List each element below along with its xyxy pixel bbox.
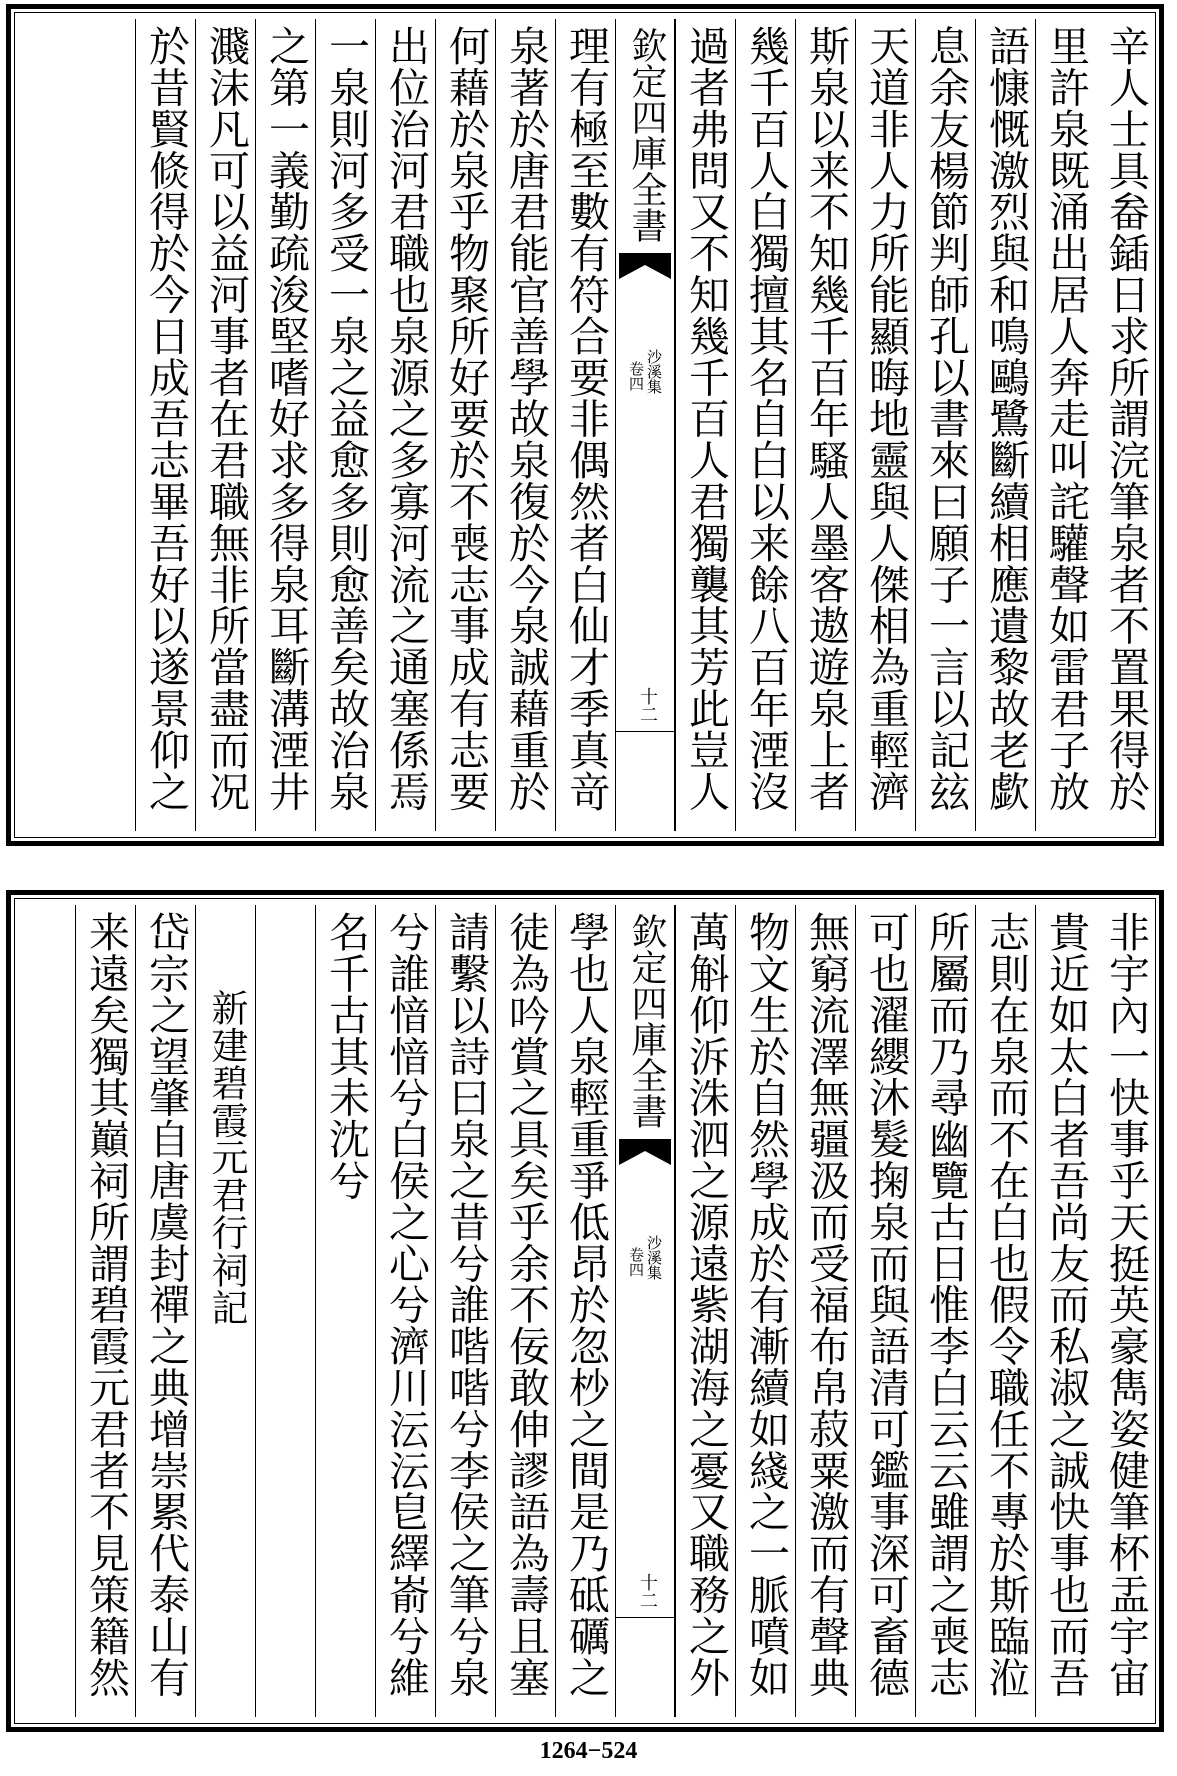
text-column: 可也濯纓沐髮掬泉而與語清可鑑事深可畜德 (855, 905, 915, 1717)
fishtail-icon (619, 251, 671, 281)
text-column: 萬斛仰泝洙泗之源遠紫湖海之憂又職務之外 (675, 905, 735, 1717)
series-title: 欽定四庫全書 (626, 913, 667, 1129)
juan-number: 卷四 (627, 1247, 645, 1277)
text-column: 幾千百人白獨擅其名自白以来餘八百年湮沒 (735, 19, 795, 831)
page-number: 十二 (637, 1573, 658, 1609)
book-title: 沙溪集 (645, 1235, 663, 1280)
text-column: 請繫以詩曰泉之昔兮誰喈喈兮李侯之筆兮泉 (435, 905, 495, 1717)
series-title: 欽定四庫全書 (626, 27, 667, 243)
text-column: 之第一義勤疏浚堅嗜好求多得泉耳斷溝湮井 (255, 19, 315, 831)
text-column: 學也人泉輕重爭低昂於忽杪之間是乃砥礪之 (555, 905, 615, 1717)
book-title: 沙溪集 (645, 349, 663, 394)
text-column: 物文生於自然學成於有漸續如綫之一脈噴如 (735, 905, 795, 1717)
text-column: 語慷慨激烈與和鳴鷗鷺斷續相應遺黎故老歔 (975, 19, 1035, 831)
juan-number: 卷四 (627, 361, 645, 391)
text-column: 理有極至數有符合要非偶然者白仙才季真竒 (555, 19, 615, 831)
text-column (255, 905, 315, 1717)
text-column: 来遠矣獨其巔祠所謂碧霞元君者不見策籍然 (75, 905, 135, 1717)
essay-title: 新建碧霞元君行祠記 (195, 905, 255, 1717)
text-column: 岱宗之望肇自唐虞封禪之典增崇累代泰山有 (135, 905, 195, 1717)
footer-page-code: 1264−524 (539, 1738, 638, 1764)
margin-column (615, 19, 675, 831)
text-column: 徒為吟賞之具矣乎余不佞敢伸謬語為壽且塞 (495, 905, 555, 1717)
text-column: 天道非人力所能顯晦地靈與人傑相為重輕濟 (855, 19, 915, 831)
text-column: 非宇內一快事乎天挺英豪雋姿健筆杯盂宇宙 (1102, 911, 1150, 1698)
text-column: 息余友楊節判師孔以書來曰願子一言以記玆 (915, 19, 975, 831)
top-page-frame (6, 4, 1164, 846)
text-column: 於昔賢倐得於今日成吾志畢吾好以遂景仰之 (135, 19, 195, 831)
text-column: 兮誰愔愔兮白侯之心兮濟川沄沄皀繹嵛兮維 (375, 905, 435, 1717)
text-column: 辛人士具畚鍤日求所謂浣筆泉者不置果得於 (1102, 25, 1150, 812)
text-column: 出位治河君職也泉源之多寡河流之通塞係焉 (375, 19, 435, 831)
text-column: 何藉於泉乎物聚所好要於不喪志事成有志要 (435, 19, 495, 831)
text-column: 無窮流澤無疆汲而受福布帛菽粟激而有聲典 (795, 905, 855, 1717)
text-column: 名千古其未沈兮 (315, 905, 375, 1717)
text-column: 貴近如太白者吾尚友而私淑之誠快事也而吾 (1035, 905, 1095, 1717)
page-number: 十二 (637, 687, 658, 723)
margin-rule (616, 731, 674, 732)
fishtail-icon (619, 1137, 671, 1167)
text-column: 一泉則河多受一泉之益愈多則愈善矣故治泉 (315, 19, 375, 831)
margin-rule (616, 1617, 674, 1618)
text-column: 過者弗問又不知幾千百人君獨襲其芳此豈人 (675, 19, 735, 831)
text-column: 所屬而乃尋幽覽古日惟李白云云雖謂之喪志 (915, 905, 975, 1717)
text-column: 志則在泉而不在白也假令職任不專於斯臨涖 (975, 905, 1035, 1717)
text-column: 濺沫凡可以益河事者在君職無非所當盡而况 (195, 19, 255, 831)
text-column: 里許泉既涌出居人奔走叫詫驩聲如雷君子放 (1035, 19, 1095, 831)
text-column: 斯泉以来不知幾千百年騷人墨客遨遊泉上者 (795, 19, 855, 831)
bottom-page-frame (6, 890, 1164, 1732)
text-column: 泉著於唐君能官善學故泉復於今泉誠藉重於 (495, 19, 555, 831)
margin-column (615, 905, 675, 1717)
